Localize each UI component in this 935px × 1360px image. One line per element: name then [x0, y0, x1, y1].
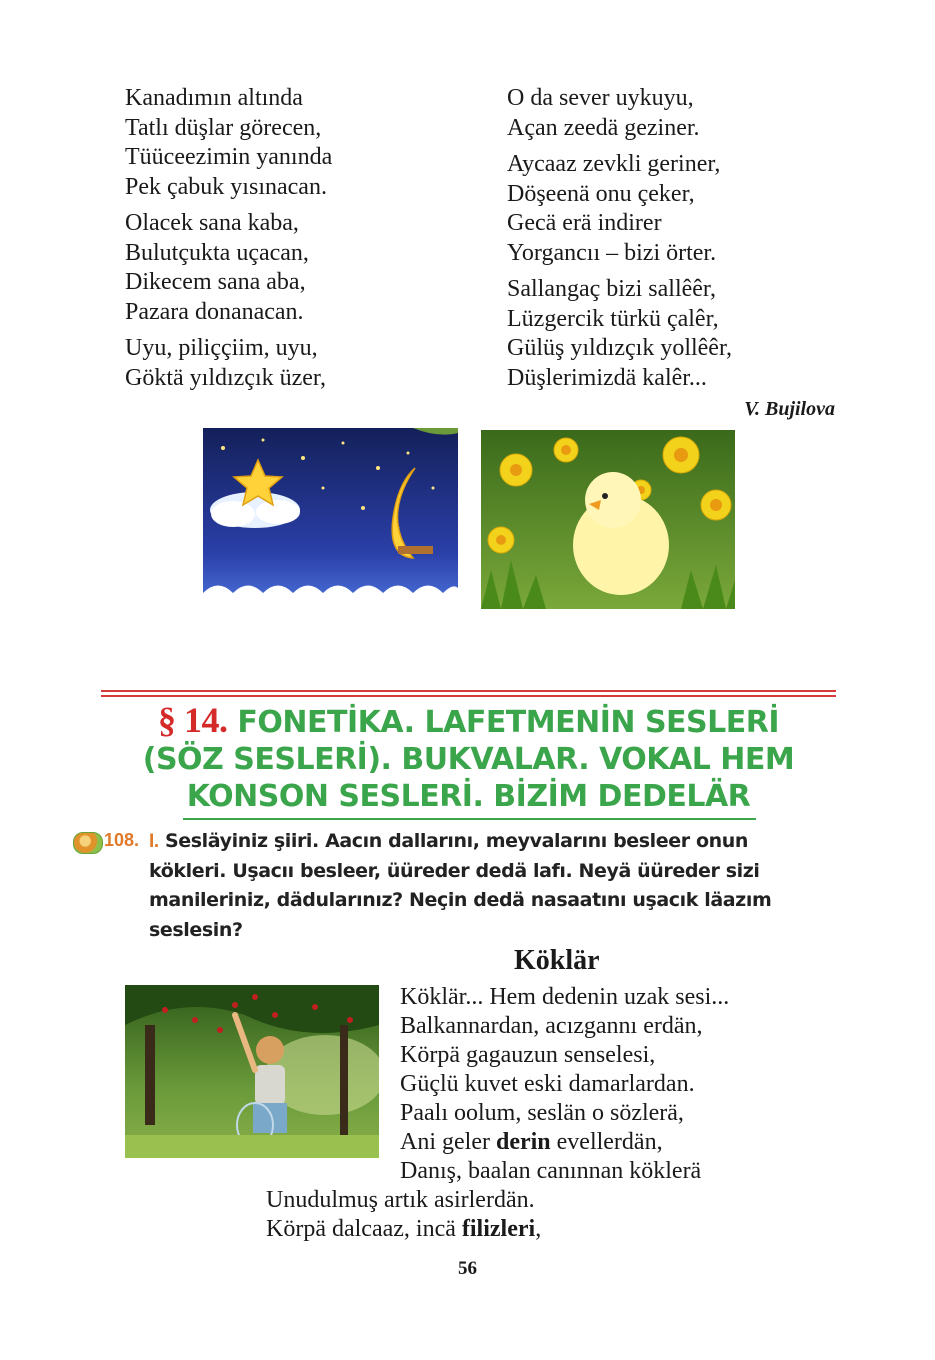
heading-text-1: FONETİKA. LAFETMENİN SESLERİ — [237, 705, 780, 740]
poem2-line-2: Balkannardan, acızgannı erdän, — [400, 1013, 703, 1039]
poem2-text: Ani geler — [400, 1129, 496, 1155]
exercise-line — [149, 827, 849, 857]
poem2-text: , — [535, 1216, 542, 1242]
poem2-text: evellerdän, — [550, 1129, 663, 1155]
section-number: § 14. — [157, 700, 228, 740]
poem-line: Pazara donanacan. — [125, 298, 304, 325]
night-sky-illustration — [203, 428, 458, 605]
stanza — [507, 275, 732, 393]
poem2-line-1: Köklär... Hem dedenin uzak sesi... — [400, 984, 730, 1010]
poem-line: Bulutçukta uçacan, — [125, 239, 309, 266]
stanza — [507, 150, 732, 268]
poem2-line-5: Paalı oolum, seslän o sözlerä, — [400, 1100, 684, 1126]
poem-title: Köklär — [514, 945, 600, 976]
poem-line: Yorgancıı – bizi örter. — [507, 239, 717, 266]
poem2-bold-word: derin — [495, 1129, 551, 1155]
poem2-line-8: Unudulmuş artık asirlerdän. — [266, 1187, 535, 1213]
heading-underline — [183, 818, 756, 820]
poem-line: Kanadımın altında — [125, 85, 303, 111]
poem-line: Lüzgercik türkü çalêr, — [507, 305, 719, 332]
poem-line: Açan zeedä geziner. — [507, 114, 700, 141]
chick-flowers-photo — [481, 430, 735, 609]
poem-line: Göktä yıldızçık üzer, — [125, 364, 326, 391]
poem2-text: Körpä dalcaaz, incä — [266, 1216, 462, 1242]
poem-line: Sallangaç bizi sallêêr, — [507, 276, 716, 302]
exercise-number: 108. — [104, 830, 140, 850]
boy-tree-photo — [125, 985, 379, 1158]
poem-line: Dikecem sana aba, — [125, 269, 306, 295]
section-rule-bottom — [101, 695, 836, 697]
poem-line: Pek çabuk yısınacan. — [125, 173, 327, 200]
poem-line: Aycaaz zevkli geriner, — [507, 151, 721, 177]
poem-line: Olacek sana kaba, — [125, 210, 299, 236]
poem2-line-3: Körpä gagauzun senselesi, — [400, 1042, 656, 1068]
exercise-line-1: Sesläyiniz şiiri. Aacın dallarını, meyvalarını besleer onun — [164, 830, 748, 852]
section-heading — [101, 702, 836, 815]
poem2-bold-word: filizleri — [461, 1216, 536, 1242]
poem-line: Uyu, piliççiim, uyu, — [125, 335, 318, 361]
heading-line-2: (SÖZ SESLERİ). BUKVALAR. VOKAL HEM — [142, 742, 795, 777]
poem-right-column — [507, 84, 732, 400]
poem-line: O da sever uykuyu, — [507, 85, 694, 111]
heading-line-1 — [101, 702, 836, 741]
section-rule-top — [101, 690, 836, 692]
poem-line: Gülüş yıldızçık yollêêr, — [507, 335, 732, 361]
poem-left-column — [125, 84, 332, 400]
poem-author: V. Bujilova — [744, 398, 835, 420]
exercise-line-2: kökleri. Uşacıı besleer, üüreder dedä lafı. Neyä üüreder sizi — [149, 859, 760, 882]
poem-line: Düşlerimizdä kalêr... — [507, 364, 707, 391]
poem2-line-6 — [400, 1128, 663, 1158]
poem2-line-4: Güçlü kuvet eski damarlardan. — [400, 1071, 695, 1097]
exercise-text — [149, 827, 849, 945]
poem-line: Gecä erä indirer — [507, 210, 662, 236]
poem2-line-7: Danış, baalan canınnan köklerä — [400, 1158, 702, 1184]
exercise-line-4: seslesin? — [149, 918, 243, 941]
exercise-part: I. — [149, 831, 159, 852]
stanza — [125, 334, 332, 393]
poem-line: Döşeenä onu çeker, — [507, 180, 695, 207]
poem2-line-9 — [266, 1215, 541, 1245]
stanza — [125, 84, 332, 202]
stanza — [125, 209, 332, 327]
poem-line: Tüüceezimin yanında — [125, 144, 333, 170]
heading-line-3: KONSON SESLERİ. BİZİM DEDELÄR — [186, 779, 751, 814]
stanza — [507, 84, 732, 143]
exercise-line-3: manileriniz, dädularınız? Neçin dedä nasaatını uşacık läazım — [149, 889, 772, 911]
exercise-listen-icon — [73, 832, 103, 854]
page-number: 56 — [458, 1258, 477, 1279]
poem-line: Tatlı düşlar görecen, — [125, 114, 322, 141]
